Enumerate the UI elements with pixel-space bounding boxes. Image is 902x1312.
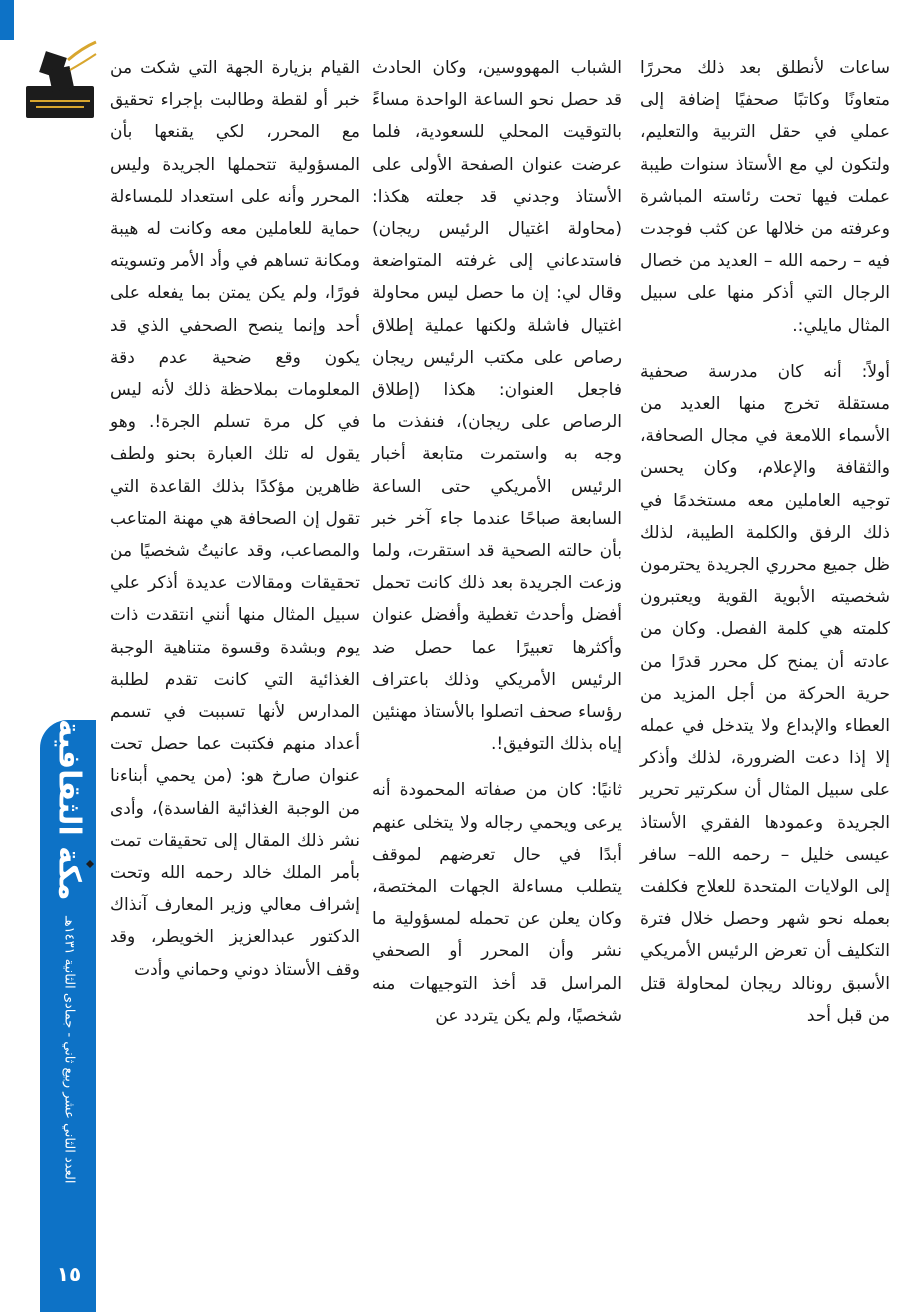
magazine-title-text: مكة الثقافية xyxy=(51,719,87,901)
article-column-middle xyxy=(372,52,622,1032)
paragraph: القيام بزيارة الجهة التي شكت من خبر أو لقطة وطالبت بإجراء تحقيق مع المحرر، لكي يقنعها بأن المسؤولية تتحملها الجريدة وليس المحرر وأنه على استعداد للمساءلة حماية للعاملين معه وكانت له هيبة ومكانة تساهم في وأد الأمر وتسويته فورًا، ولم يكن يمتن بما يفعله على أحد وإنما ينصح الصحفي الذي قد يكون وقع ضحية عدم دقة المعلومات بملاحظة ذلك لأنه ليس في كل مرة تسلم الجرة!. وهو يقول له تلك العبارة بحنو ولطف ظاهرين مؤكدًا بذلك القاعدة التي تقول إن الصحافة هي مهنة المتاعب والمصاعب، وقد عانيتُ شخصيًا من تحقيقات ومقالات عديدة أذكر علي سبيل المثال منها أنني انتقدت ذات يوم وبشدة وقسوة متناهية الوجبة الغذائية التي كانت تقدم لطلبة المدارس لأنها تسببت في تسمم أعداد منهم فكتبت عما حصل تحت عنوان صارخ هو: (من يحمي أبناءنا من الوجبة الغذائية الفاسدة)، وأدى نشر ذلك المقال إلى تحقيقات تمت بأمر الملك خالد رحمه الله وتحت إشراف معالي وزير المعارف آنذاك الدكتور عبدالعزيز الخويطر، وقد وقف الأستاذ دوني وحماني وأدت xyxy=(110,58,360,980)
paragraph: ساعات لأنطلق بعد ذلك محررًا متعاونًا وكاتبًا صحفيًا إضافة إلى عملي في حقل التربية والتعليم، ولتكون لي مع الأستاذ سنوات طيبة عملت فيها تحت رئاسته المباشرة وعرفته من خلالها عن كثب فوجدت فيه – رحمه الله – العديد من خصال الرجال التي أذكر منها على سبيل المثال مايلي:. xyxy=(640,58,890,336)
paragraph: الشباب المهووسين، وكان الحادث قد حصل نحو الساعة الواحدة مساءً بالتوقيت المحلي للسعودية، فلما عرضت عنوان الصفحة الأولى على الأستاذ وجدني قد جعلته هكذا: (محاولة اغتيال الرئيس ريجان) فاستدعاني إلى غرفته المتواضعة وقال لي: إن ما حصل ليس محاولة اغتيال فاشلة ولكنها عملية إطلاق رصاص على مكتب الرئيس ريجان فاجعل العنوان: هكذا (إطلاق الرصاص على ريجان)، فنفذت ما وجه به واستمرت متابعة أخبار الرئيس الأمريكي حتى الساعة السابعة صباحًا عندما جاء آخر خبر بأن حالته الصحية قد استقرت، ولما وزعت الجريدة بعد ذلك كانت تحمل أفضل وأحدث تغطية وأفضل عنوان وأكثرها تعبيرًا عما حصل ضد الرئيس الأمريكي وذلك باعتراف رؤساء صحف اتصلوا بالأستاذ مهنئين إياه بذلك التوفيق!. xyxy=(372,58,622,755)
paragraph: ثانيًا: كان من صفاته المحمودة أنه يرعى ويحمي رجاله ولا يتخلى عنهم أبدًا في حال تعرضهم لموقف يتطلب مساءلة الجهات المختصة، وكان يعلن عن تحمله لمسؤولية ما نشر وأن المحرر أو الصحفي المراسل قد أخذ التوجيهات منه شخصيًا، ولم يكن يتردد عن xyxy=(372,780,622,1026)
article-body xyxy=(108,52,888,1302)
issue-info xyxy=(44,900,94,1200)
club-logo xyxy=(20,40,98,128)
diamond-marker-icon xyxy=(86,860,94,868)
issue-info-text: العدد الثاني عشر ربيع ثاني - جمادى الثانية ١٤٣١هـ xyxy=(61,916,77,1184)
page-number: ١٥ xyxy=(56,1262,82,1286)
article-column-left xyxy=(110,52,360,986)
article-column-right xyxy=(640,52,890,1032)
logo-emblem-icon xyxy=(20,40,98,128)
page-sidebar xyxy=(0,0,100,1312)
paragraph: أولاً: أنه كان مدرسة صحفية مستقلة تخرج منها العديد من الأسماء اللامعة في مجال الصحافة، والثقافة والإعلام، وكان يحسن توجيه العاملين معه مستخدمًا في ذلك الرفق والكلمة الطيبة، لذلك ظل جميع محرري الجريدة يحترمون شخصيته الأبوية القوية ويعتبرون كلمته هي كلمة الفصل. وكان من عادته أن يمنح كل محرر قدرًا من حرية الحركة من أجل المزيد من العطاء والإبداع ولا يتدخل في عمله إلا إذا دعت الضرورة، لذلك وأذكر على سبيل المثال أن سكرتير تحرير الجريدة وعمودها الفقري الأستاذ عيسى خليل – رحمه الله– سافر إلى الولايات المتحدة للعلاج فكلفت بعمله نحو شهر وحصل خلال فترة التكليف أن تعرض الرئيس الأمريكي الأسبق رونالد ريجان لمحاولة قتل من قبل أحد xyxy=(640,361,890,1026)
top-edge-accent xyxy=(0,0,14,40)
